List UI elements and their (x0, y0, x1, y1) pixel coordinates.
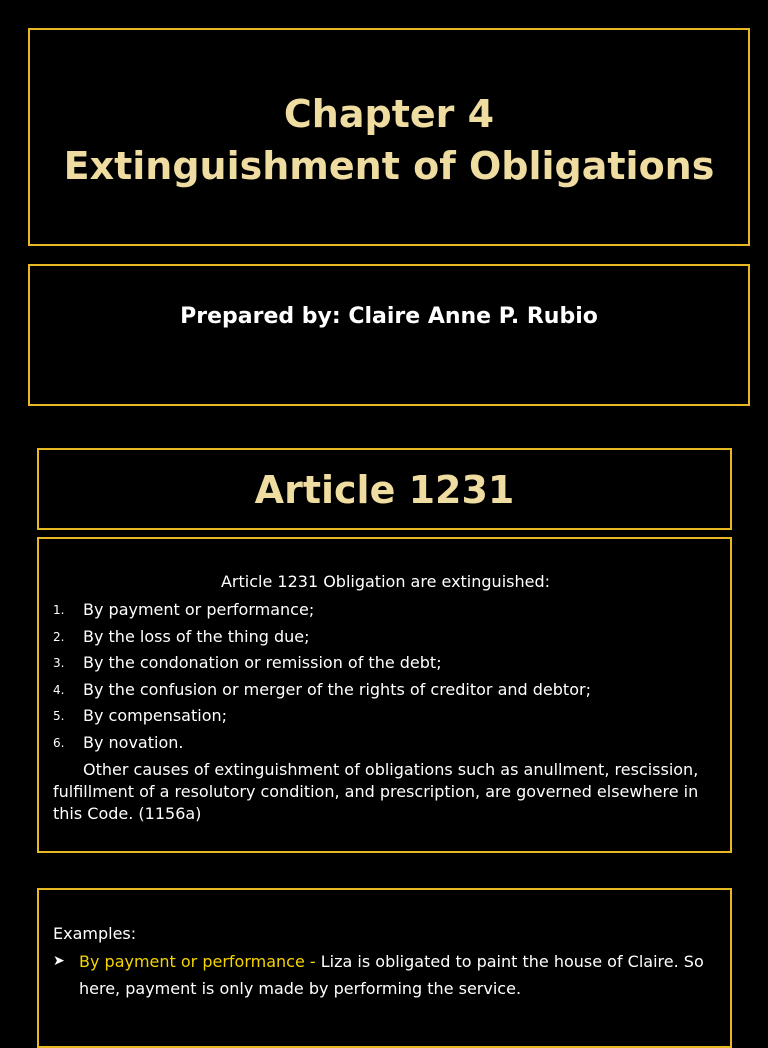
examples-label: Examples: (53, 924, 137, 943)
chapter-title: Extinguishment of Obligations (63, 144, 715, 188)
title-slide (28, 28, 750, 246)
example-item (53, 948, 718, 1002)
list-item: 2. By the loss of the thing due; (53, 626, 310, 646)
list-item: 4. By the confusion or merger of the rights of creditor and debtor; (53, 679, 591, 699)
article-heading-slide (37, 448, 732, 530)
list-item: 5. By compensation; (53, 706, 228, 726)
example-lead: By payment or performance - (79, 952, 321, 971)
list-item: 1. By payment or performance; (53, 600, 315, 619)
article-heading: Article 1231 (254, 468, 515, 512)
author-slide (28, 264, 750, 406)
chapter-number: Chapter 4 (283, 92, 495, 136)
article-body-slide (37, 537, 732, 853)
other-causes-paragraph: Other causes of extinguishment of obligations such as anullment, rescission, fulfillment of a resolutory condition, and prescription, are governed elsewhere in this Code. (1156a) (53, 759, 699, 823)
prepared-by: Prepared by: Claire Anne P. Rubio (180, 304, 598, 329)
list-item: 6. By novation. (53, 732, 184, 752)
examples-slide (37, 888, 732, 1048)
article-intro: Article 1231 Obligation are extinguished: (220, 572, 550, 591)
example-text: Liza is obligated to paint the house of Claire. So here, payment is only made by performing the service. (79, 952, 704, 998)
list-item: 3. By the condonation or remission of the debt; (53, 653, 442, 673)
causes-list (53, 597, 718, 757)
arrow-bullet-icon: ➤ (53, 953, 65, 969)
